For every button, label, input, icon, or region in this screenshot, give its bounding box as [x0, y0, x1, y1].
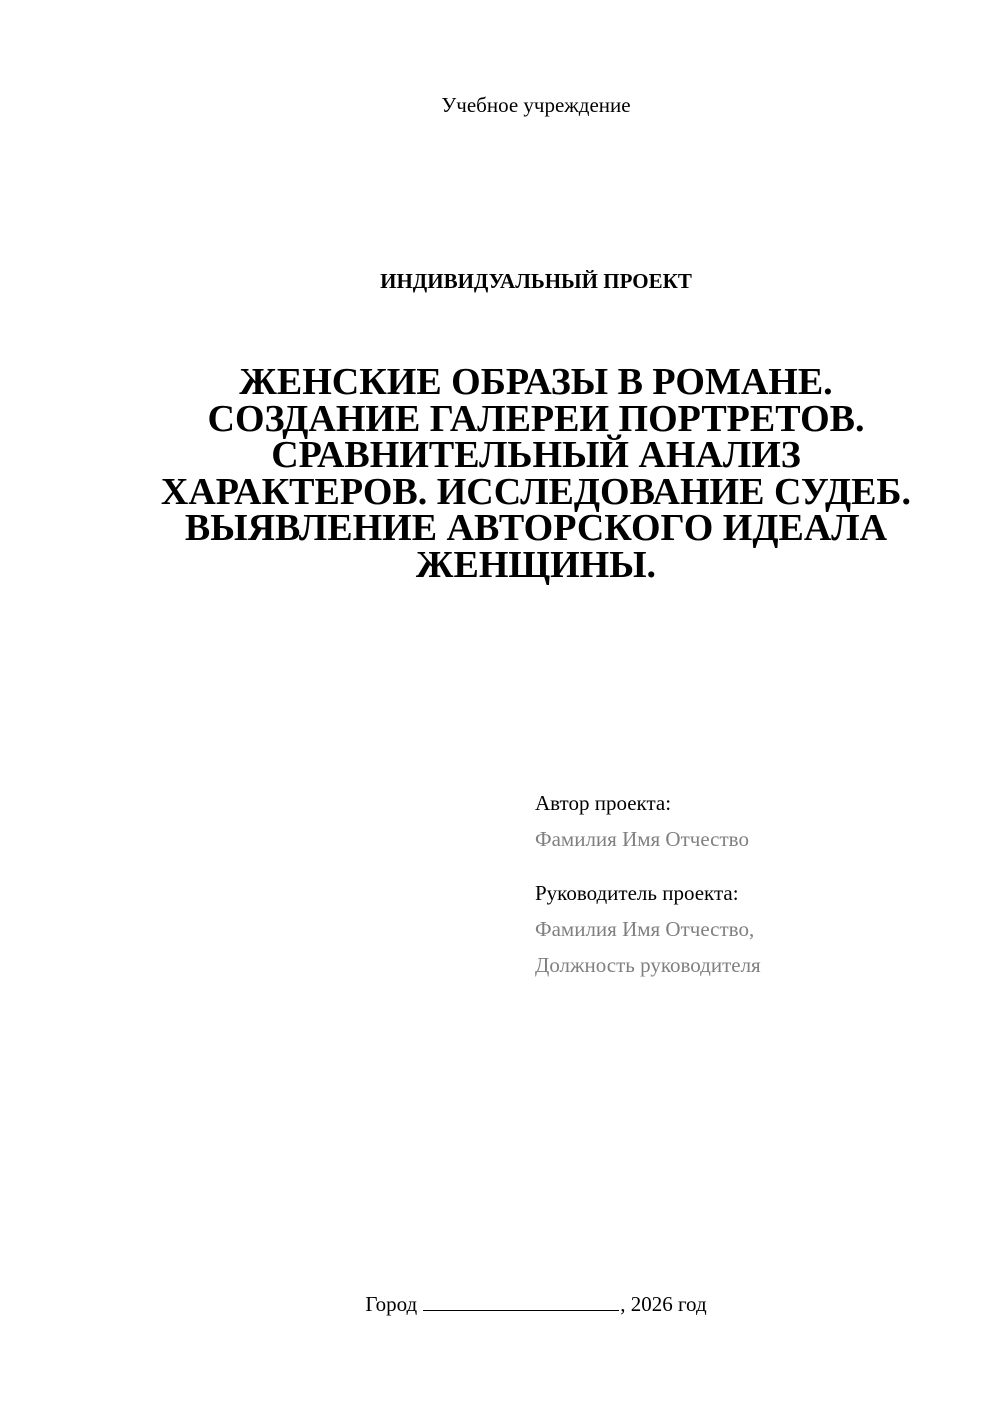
document-type-heading: ИНДИВИДУАЛЬНЫЙ ПРОЕКТ — [380, 269, 692, 293]
year-text: , 2026 год — [620, 1292, 707, 1316]
project-title-line: ЖЕНЩИНЫ. — [415, 543, 657, 586]
credits-spacer — [535, 862, 965, 880]
author-label: Автор проекта: — [535, 791, 672, 815]
project-title-line: СРАВНИТЕЛЬНЫЙ АНАЛИЗ — [271, 434, 801, 476]
supervisor-name: Фамилия Имя Отчество, — [535, 917, 755, 941]
author-name: Фамилия Имя Отчество — [535, 827, 749, 851]
project-title-line: СОЗДАНИЕ ГАЛЕРЕИ ПОРТРЕТОВ. — [207, 397, 865, 440]
project-title-line: ХАРАКТЕРОВ. ИССЛЕДОВАНИЕ СУДЕБ. — [160, 470, 912, 513]
project-title — [130, 361, 942, 586]
city-year-line — [0, 1291, 1000, 1317]
institution-name: Учебное учреждение — [441, 93, 631, 117]
project-title-line: ВЫЯВЛЕНИЕ АВТОРСКОГО ИДЕАЛА — [184, 507, 888, 549]
project-title-line: ЖЕНСКИЕ ОБРАЗЫ В РОМАНЕ. — [239, 361, 833, 403]
city-blank-underline — [423, 1292, 619, 1311]
credits-block — [535, 790, 965, 988]
city-label: Город — [365, 1292, 418, 1316]
supervisor-label: Руководитель проекта: — [535, 881, 739, 905]
supervisor-position: Должность руководителя — [535, 953, 761, 977]
